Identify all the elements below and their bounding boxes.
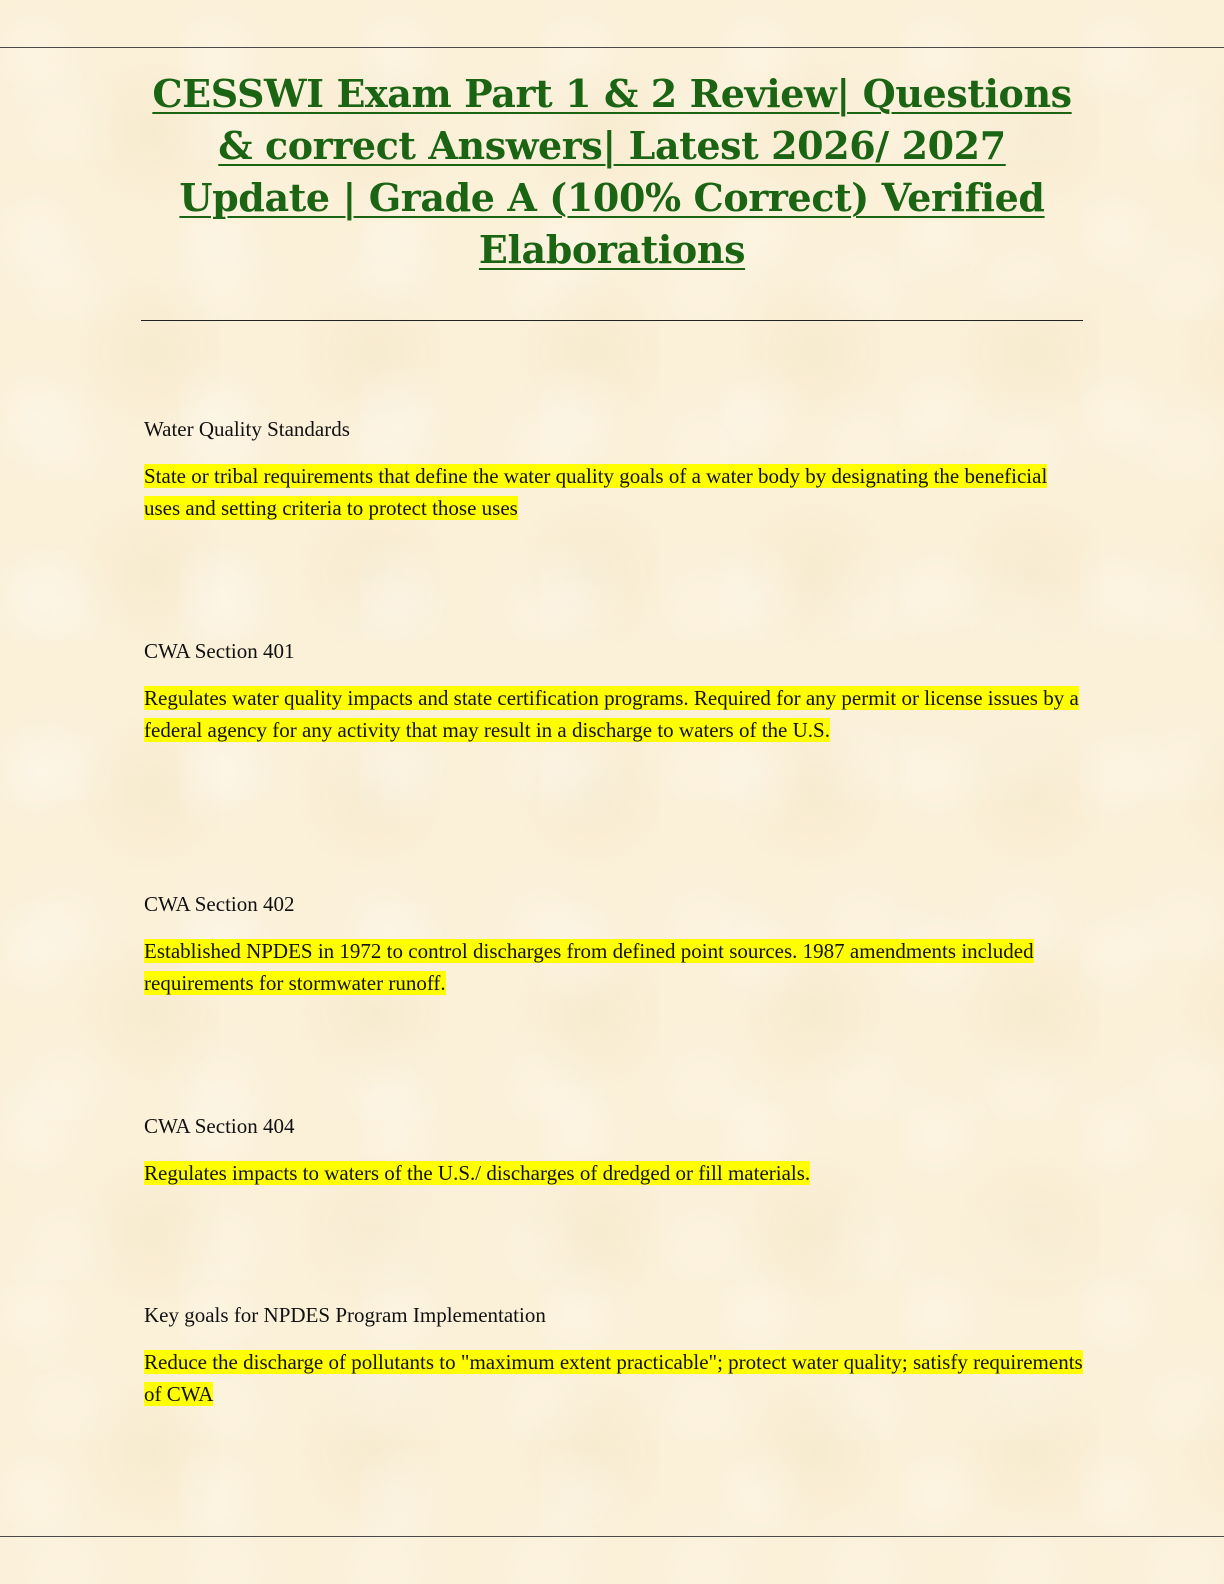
definition-highlight: Reduce the discharge of pollutants to "maximum extent practicable"; protect water quality; satisfy requirements of CWA [144,1350,1083,1406]
definition-text [144,682,1084,746]
definition-highlight: State or tribal requirements that define the water quality goals of a water body by designating the beneficial uses and setting criteria to protect those uses [144,464,1048,520]
definition-highlight: Established NPDES in 1972 to control discharges from defined point sources. 1987 amendments included requirements for stormwater runoff. [144,939,1034,995]
definition-text [144,935,1084,999]
title-divider [141,320,1083,321]
qa-entry-cwa-section-402 [144,889,1084,999]
term-label: CWA Section 404 [144,1114,295,1138]
qa-entry-npdes-key-goals [144,1300,1084,1410]
term-label: CWA Section 402 [144,892,295,916]
term-label: Key goals for NPDES Program Implementation [144,1303,546,1327]
definition-text [144,1157,1084,1189]
definition-highlight: Regulates impacts to waters of the U.S./ discharges of dredged or fill materials. [144,1161,811,1185]
page-top-rule [0,47,1224,48]
definition-text [144,1346,1084,1410]
document-title: CESSWI Exam Part 1 & 2 Review| Questions & correct Answers| Latest 2026/ 2027 Update | Grade A (100% Correct) Verified Elaborations [152,71,1072,272]
term-label: Water Quality Standards [144,417,350,441]
qa-entry-cwa-section-404 [144,1111,1084,1189]
definition-text [144,460,1084,524]
qa-entry-water-quality-standards [144,414,1084,524]
qa-entry-cwa-section-401 [144,636,1084,746]
term-label: CWA Section 401 [144,639,295,663]
definition-highlight: Regulates water quality impacts and state certification programs. Required for any permit or license issues by a federal agency for any activity that may result in a discharge to waters of the U.S. [144,686,1079,742]
page-bottom-rule [0,1536,1224,1537]
